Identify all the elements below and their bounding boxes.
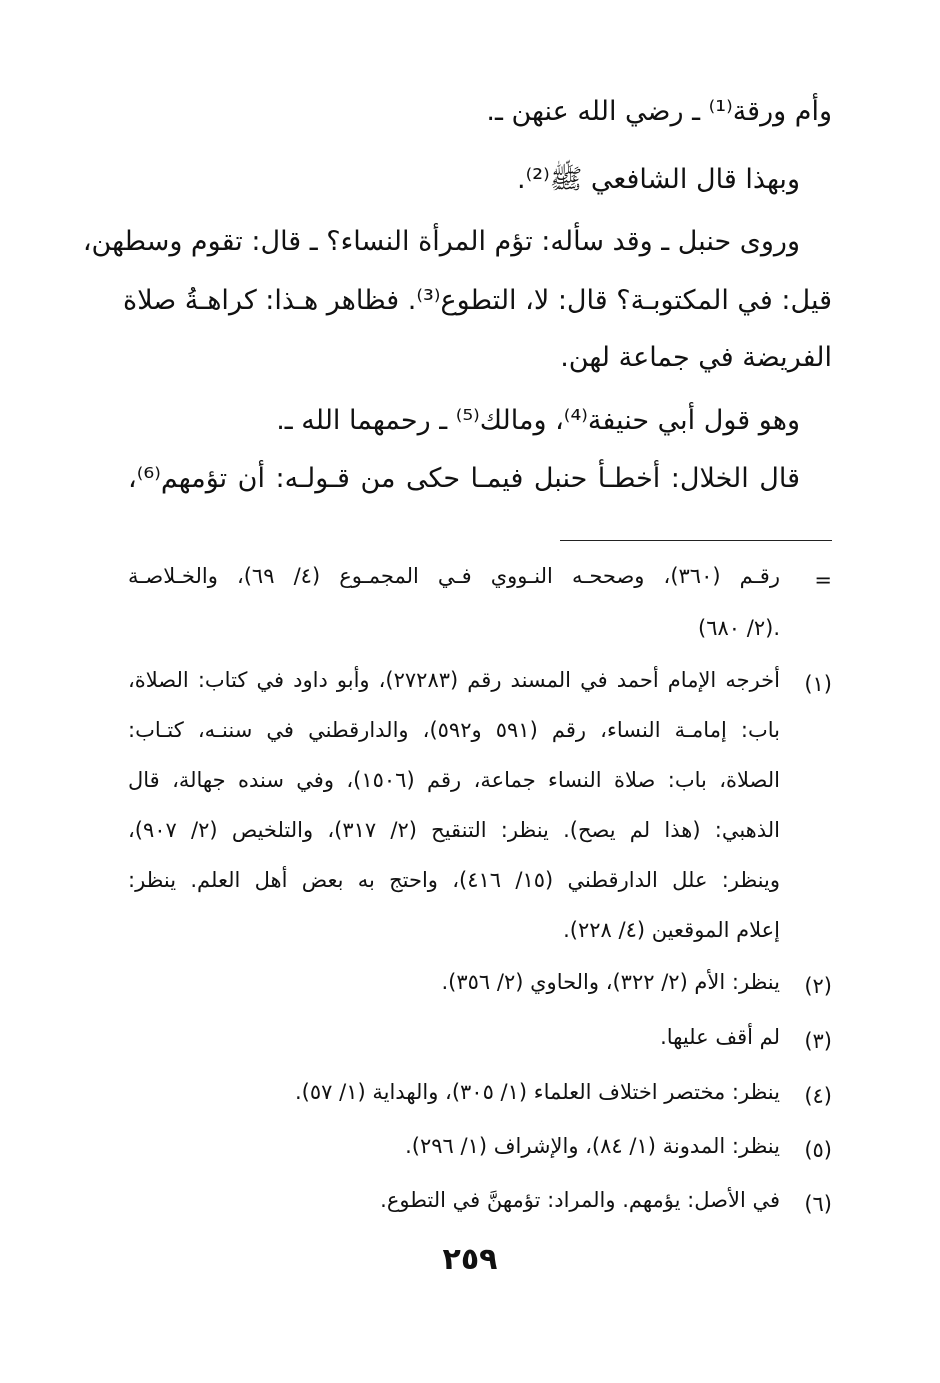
footnote-line: ينظر: المدونة (١/ ٨٤)، والإشراف (١/ ٢٩٦). — [405, 1134, 780, 1158]
footnote-number: (٢) — [804, 974, 832, 998]
body-line-2: وبهذا قال الشافعي ﷺ⁽²⁾. — [517, 164, 800, 195]
footnote-line: باب: إمامـة النساء، رقم (٥٩١ و٥٩٢)، والدارقطني في سننـه، كتـاب: — [128, 718, 780, 742]
footnote-continuation-line: (٢/ ٦٨٠). — [698, 616, 780, 640]
footnote-number: (٥) — [804, 1138, 832, 1162]
body-line-5: الفريضة في جماعة لهن. — [560, 342, 832, 373]
footnote-line: لم أقف عليها. — [660, 1025, 780, 1049]
footnote-line: الذهبي: (هذا لم يصح). ينظر: التنقيح (٢/ ٣١٧)، والتلخيص (٢/ ٩٠٧)، — [128, 818, 780, 842]
footnote-line: في الأصل: يؤمهم. والمراد: تؤمهنَّ في التطوع. — [380, 1188, 780, 1212]
footnote-number: (٤) — [804, 1084, 832, 1108]
footnote-separator — [560, 540, 832, 541]
footnote-number: (٣) — [804, 1029, 832, 1053]
footnote-number: (٦) — [804, 1192, 832, 1216]
footnote-continuation-marker: = — [814, 568, 832, 592]
footnote-number: (١) — [804, 672, 832, 696]
page-number: ٢٥٩ — [442, 1242, 498, 1277]
body-line-1: وأم ورقة⁽¹⁾ ـ رضي الله عنهن ـ. — [486, 96, 832, 127]
footnote-line: أخرجه الإمام أحمد في المسند رقم (٢٧٢٨٣)، وأبو داود في كتاب: الصلاة، — [128, 668, 780, 692]
footnote-line: وينظر: علل الدارقطني (١٥/ ٤١٦)، واحتج به بعض أهل العلم. ينظر: — [128, 868, 780, 892]
footnote-continuation-line: رقـم (٣٦٠)، وصححـه النـووي فـي المجمـوع (٤/ ٦٩)، والخـلاصـة — [128, 564, 780, 588]
body-line-3: وروى حنبل ـ وقد سأله: تؤم المرأة النساء؟ ـ قال: تقوم وسطهن، — [82, 226, 800, 257]
body-line-4: قيل: في المكتوبـة؟ قال: لا، التطوع⁽³⁾. فظاهر هـذا: كراهـةُ صلاة — [123, 285, 832, 316]
body-line-7: قال الخلال: أخطـأ حنبل فيمـا حكى من قـولـه: أن تؤمهم⁽⁶⁾، — [128, 463, 800, 494]
footnote-line: الصلاة، باب: صلاة النساء جماعة، رقم (١٥٠٦)، وفي سنده جهالة، قال — [128, 768, 780, 792]
body-line-6: وهو قول أبي حنيفة⁽⁴⁾، ومالك⁽⁵⁾ ـ رحمهما الله ـ. — [276, 405, 800, 436]
footnote-line: ينظر: مختصر اختلاف العلماء (١/ ٣٠٥)، والهداية (١/ ٥٧). — [295, 1080, 780, 1104]
footnote-line: ينظر: الأم (٢/ ٣٢٢)، والحاوي (٢/ ٣٥٦). — [441, 970, 780, 994]
footnote-line: إعلام الموقعين (٤/ ٢٢٨). — [563, 918, 780, 942]
